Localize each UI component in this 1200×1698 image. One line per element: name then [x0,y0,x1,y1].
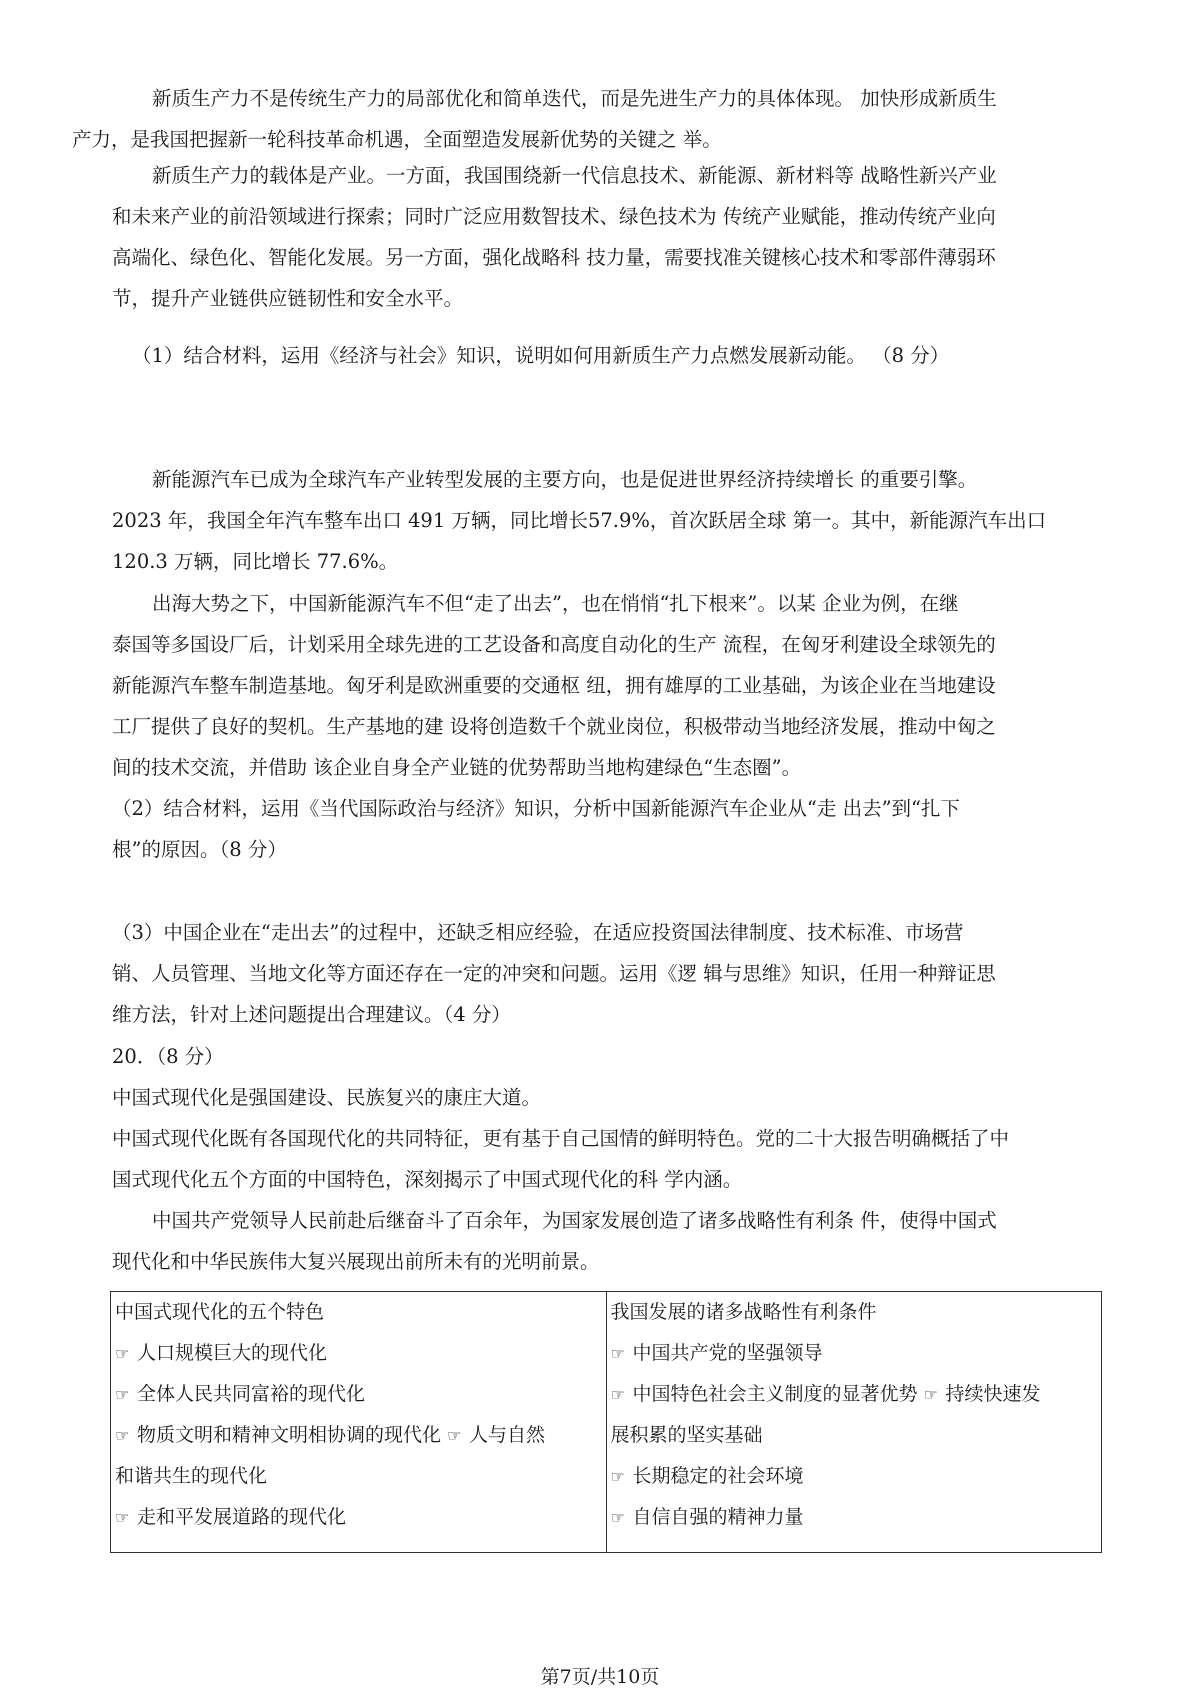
text-line: （3）中国企业在“走出去”的过程中，还缺乏相应经验，在适应投资国法律制度、技术标准、市场营 [112,921,964,944]
text-line: （2）结合材料，运用《当代国际政治与经济》知识，分析中国新能源汽车企业从“走 出去”到“扎下 [112,797,961,820]
hand-point-icon: ☞ [115,1508,130,1527]
text-line: 新质生产力的载体是产业。一方面，我国围绕新一代信息技术、新能源、新材料等 战略性新兴产业 [152,164,997,187]
table-left-cell [111,1292,607,1553]
hand-point-icon: ☞ [610,1344,625,1363]
list-item: ☞ 中国共产党的坚强领导 [611,1333,1098,1374]
list-item: ☞ 物质文明和精神文明相协调的现代化 ☞ 人与自然 [115,1415,602,1456]
hand-point-icon: ☞ [447,1426,462,1445]
text-line: 现代化和中华民族伟大复兴展现出前所未有的光明前景。 [112,1250,600,1273]
hand-point-icon: ☞ [115,1426,130,1445]
text-line: 间的技术交流，并借助 该企业自身全产业链的优势帮助当地构建绿色“生态圈”。 [112,756,802,779]
text-line: 120.3 万辆，同比增长 77.6%。 [112,550,399,573]
text-line: 根”的原因。（8 分） [112,838,287,861]
list-item: ☞ 走和平发展道路的现代化 [115,1497,602,1538]
m1-paragraph-2 [112,155,1100,319]
table-header: 中国式现代化的五个特色 [115,1301,325,1323]
page-number: 第7页/共10页 [540,1666,660,1688]
hand-point-icon: ☞ [610,1508,625,1527]
m1-paragraph-1 [72,78,1100,160]
text-line: 新能源汽车已成为全球汽车产业转型发展的主要方向，也是促进世界经济持续增长 的重要引擎。 [152,468,978,491]
text-line: 中国式现代化既有各国现代化的共同特征，更有基于自己国情的鲜明特色。党的二十大报告明确概括了中 [112,1127,1010,1150]
text-line: 2023 年，我国全年汽车整车出口 491 万辆，同比增长57.9%，首次跃居全球 第一。其中，新能源汽车出口 [112,509,1047,532]
text-line: 产力，是我国把握新一轮科技革命机遇，全面塑造发展新优势的关键之 举。 [72,128,722,151]
question-2 [112,788,1100,870]
text-line: 高端化、绿色化、智能化发展。另一方面，强化战略科 技力量，需要找准关键核心技术和零部件薄弱环 [112,246,996,269]
text-line: 新能源汽车整车制造基地。匈牙利是欧洲重要的交通枢 纽，拥有雄厚的工业基础，为该企业在当地建设 [112,674,996,697]
list-item: ☞ 人口规模巨大的现代化 [115,1333,602,1374]
list-item: ☞ 长期稳定的社会环境 [611,1456,1098,1497]
list-item: ☞ 自信自强的精神力量 [611,1497,1098,1538]
question-20 [112,1036,1100,1282]
comparison-table [110,1291,1102,1553]
table-right-cell [606,1292,1102,1553]
m2-paragraph-2 [112,583,1100,788]
text-line: 节，提升产业链供应链韧性和安全水平。 [112,287,464,310]
table-header: 我国发展的诸多战略性有利条件 [610,1301,877,1323]
hand-point-icon: ☞ [923,1385,938,1404]
list-item-continued: 展积累的坚实基础 [610,1424,763,1446]
m2-paragraph-1 [112,459,1100,582]
text-line: 维方法，针对上述问题提出合理建议。（4 分） [112,1003,511,1026]
text-line: 国式现代化五个方面的中国特色，深刻揭示了中国式现代化的科 学内涵。 [112,1168,743,1191]
hand-point-icon: ☞ [115,1385,130,1404]
list-item-continued: 和谐共生的现代化 [115,1465,268,1487]
text-line: 和未来产业的前沿领域进行探索；同时广泛应用数智技术、绿色技术为 传统产业赋能，推动传统产业向 [112,205,996,228]
text-line: 工厂提供了良好的契机。生产基地的建 设将创造数千个就业岗位，积极带动当地经济发展，推动中匈之 [112,715,996,738]
hand-point-icon: ☞ [610,1385,625,1404]
hand-point-icon: ☞ [115,1344,130,1363]
list-item: ☞ 全体人民共同富裕的现代化 [115,1374,602,1415]
text-line: 中国式现代化是强国建设、民族复兴的康庄大道。 [112,1086,542,1109]
hand-point-icon: ☞ [610,1467,625,1486]
question-1: （1）结合材料，运用《经济与社会》知识，说明如何用新质生产力点燃发展新动能。 （8 分） [132,344,950,367]
text-line: 新质生产力不是传统生产力的局部优化和简单迭代，而是先进生产力的具体体现。 加快形成新质生 [152,87,997,110]
question-3 [112,912,1100,1035]
text-line: 出海大势之下，中国新能源汽车不但“走了出去”，也在悄悄“扎下根来”。以某 企业为例，在继 [152,592,959,615]
question-number: 20．（8 分） [112,1045,224,1068]
list-item: ☞ 中国特色社会主义制度的显著优势 ☞ 持续快速发 [611,1374,1098,1415]
text-line: 销、人员管理、当地文化等方面还存在一定的冲突和问题。运用《逻 辑与思维》知识，任用一种辩证思 [112,962,996,985]
text-line: 中国共产党领导人民前赴后继奋斗了百余年，为国家发展创造了诸多战略性有利条 件，使得中国式 [152,1209,997,1232]
text-line: 泰国等多国设厂后，计划采用全球先进的工艺设备和高度自动化的生产 流程，在匈牙利建设全球领先的 [112,633,996,656]
